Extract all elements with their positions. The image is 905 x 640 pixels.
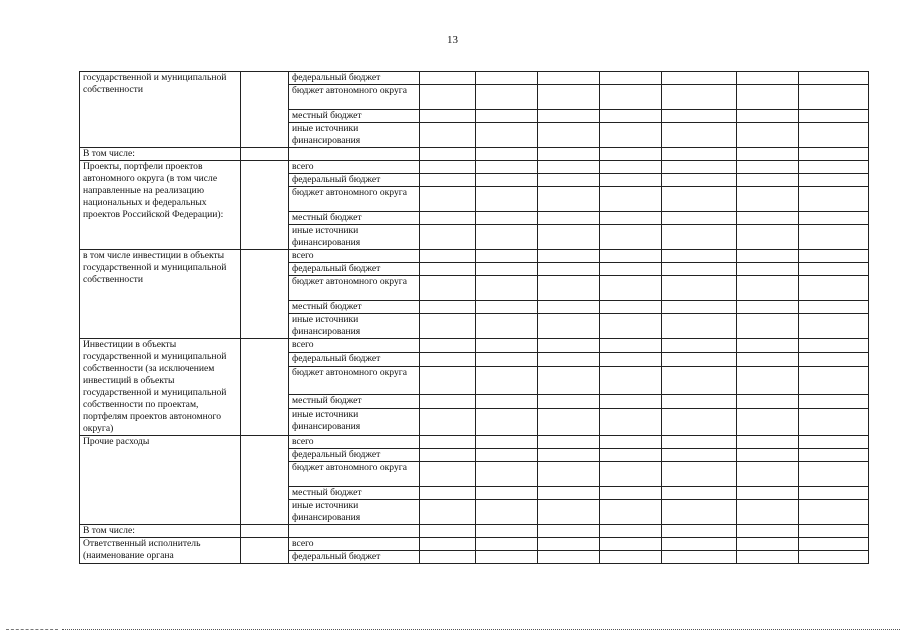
value-cell <box>600 263 662 276</box>
value-cell <box>737 353 799 367</box>
value-cell <box>476 85 538 110</box>
value-cell <box>420 367 476 394</box>
value-cell <box>799 110 869 123</box>
value-cell <box>476 394 538 408</box>
row-group-label: в том числе инвестиции в объекты государственной и муниципальной собственности <box>80 250 241 339</box>
table-row <box>80 161 869 174</box>
value-cell <box>538 174 600 187</box>
value-cell <box>420 487 476 500</box>
value-cell <box>799 212 869 225</box>
funding-source-cell: местный бюджет <box>289 110 420 123</box>
value-cell <box>420 408 476 435</box>
value-cell <box>476 500 538 525</box>
value-cell <box>476 436 538 449</box>
value-cell <box>600 72 662 85</box>
value-cell <box>600 123 662 148</box>
value-cell <box>600 187 662 212</box>
value-cell <box>600 225 662 250</box>
value-cell <box>600 462 662 487</box>
value-cell <box>662 353 737 367</box>
value-cell <box>600 250 662 263</box>
value-cell <box>538 85 600 110</box>
value-cell <box>600 551 662 564</box>
value-cell <box>799 276 869 301</box>
funding-source-cell: всего <box>289 161 420 174</box>
value-cell <box>600 353 662 367</box>
funding-source-cell: бюджет автономного округа <box>289 462 420 487</box>
value-cell <box>420 85 476 110</box>
value-cell <box>476 449 538 462</box>
value-cell <box>538 436 600 449</box>
value-cell <box>737 314 799 339</box>
value-cell <box>420 187 476 212</box>
value-cell <box>538 500 600 525</box>
value-cell <box>476 301 538 314</box>
value-cell <box>662 525 737 538</box>
value-cell <box>420 148 476 161</box>
value-cell <box>420 276 476 301</box>
table-row <box>80 436 869 449</box>
value-cell <box>799 301 869 314</box>
value-cell <box>600 487 662 500</box>
value-cell <box>538 263 600 276</box>
value-cell <box>662 408 737 435</box>
value-cell <box>420 250 476 263</box>
value-cell <box>799 500 869 525</box>
value-cell <box>600 301 662 314</box>
value-cell <box>538 161 600 174</box>
row-group-label: государственной и муниципальной собственности <box>80 72 241 148</box>
table-row <box>80 525 869 538</box>
value-cell <box>737 174 799 187</box>
value-cell <box>538 408 600 435</box>
value-cell <box>662 314 737 339</box>
value-cell <box>600 367 662 394</box>
value-cell <box>799 525 869 538</box>
value-cell <box>476 276 538 301</box>
funding-source-cell: всего <box>289 436 420 449</box>
value-cell <box>662 487 737 500</box>
value-cell <box>737 72 799 85</box>
value-cell <box>799 353 869 367</box>
funding-source-cell: иные источники финансирования <box>289 408 420 435</box>
value-cell <box>600 525 662 538</box>
value-cell <box>662 148 737 161</box>
value-cell <box>737 394 799 408</box>
funding-source-cell: всего <box>289 538 420 551</box>
value-cell <box>600 436 662 449</box>
value-cell <box>799 187 869 212</box>
funding-source-cell: бюджет автономного округа <box>289 85 420 110</box>
value-cell <box>476 263 538 276</box>
value-cell <box>799 487 869 500</box>
empty-cell <box>241 525 289 538</box>
funding-source-cell: местный бюджет <box>289 301 420 314</box>
value-cell <box>476 525 538 538</box>
value-cell <box>476 408 538 435</box>
funding-source-cell: иные источники финансирования <box>289 500 420 525</box>
value-cell <box>662 394 737 408</box>
value-cell <box>600 174 662 187</box>
funding-source-cell: местный бюджет <box>289 487 420 500</box>
value-cell <box>799 551 869 564</box>
value-cell <box>662 85 737 110</box>
value-cell <box>476 161 538 174</box>
value-cell <box>538 314 600 339</box>
value-cell <box>737 436 799 449</box>
empty-cell <box>241 148 289 161</box>
value-cell <box>737 462 799 487</box>
value-cell <box>600 161 662 174</box>
value-cell <box>538 225 600 250</box>
value-cell <box>420 225 476 250</box>
value-cell <box>737 449 799 462</box>
value-cell <box>476 123 538 148</box>
value-cell <box>737 538 799 551</box>
value-cell <box>600 339 662 353</box>
value-cell <box>476 250 538 263</box>
funding-source-cell: всего <box>289 250 420 263</box>
value-cell <box>538 148 600 161</box>
funding-source-cell: иные источники финансирования <box>289 314 420 339</box>
value-cell <box>600 276 662 301</box>
value-cell <box>538 487 600 500</box>
value-cell <box>476 487 538 500</box>
value-cell <box>799 314 869 339</box>
funding-source-cell: федеральный бюджет <box>289 449 420 462</box>
value-cell <box>662 500 737 525</box>
value-cell <box>799 408 869 435</box>
row-group-label: Проекты, портфели проектов автономного округа (в том числе направленные на реализацию национальных и федеральных проектов Российской Федерации): <box>80 161 241 250</box>
row-group-label: Прочие расходы <box>80 436 241 525</box>
empty-cell <box>241 339 289 436</box>
table-row <box>80 250 869 263</box>
value-cell <box>662 538 737 551</box>
value-cell <box>799 436 869 449</box>
value-cell <box>662 110 737 123</box>
row-group-label: В том числе: <box>80 525 241 538</box>
value-cell <box>799 538 869 551</box>
value-cell <box>662 462 737 487</box>
value-cell <box>420 72 476 85</box>
footer-rule-left <box>6 629 58 630</box>
funding-source-cell: федеральный бюджет <box>289 72 420 85</box>
empty-cell <box>241 538 289 564</box>
value-cell <box>476 174 538 187</box>
value-cell <box>476 462 538 487</box>
value-cell <box>799 161 869 174</box>
value-cell <box>420 301 476 314</box>
value-cell <box>799 148 869 161</box>
value-cell <box>420 353 476 367</box>
value-cell <box>476 551 538 564</box>
funding-source-cell: иные источники финансирования <box>289 225 420 250</box>
value-cell <box>799 123 869 148</box>
value-cell <box>538 187 600 212</box>
empty-cell <box>241 250 289 339</box>
value-cell <box>662 276 737 301</box>
empty-cell <box>241 436 289 525</box>
value-cell <box>737 161 799 174</box>
funding-source-cell <box>289 148 420 161</box>
value-cell <box>420 394 476 408</box>
value-cell <box>799 449 869 462</box>
value-cell <box>476 72 538 85</box>
row-group-label: Инвестиции в объекты государственной и муниципальной собственности (за исключением инвестиций в объекты государственной и муниципальной собственности по проектам, портфелям проектов автономного округа) <box>80 339 241 436</box>
value-cell <box>737 110 799 123</box>
value-cell <box>476 187 538 212</box>
value-cell <box>600 148 662 161</box>
value-cell <box>662 339 737 353</box>
value-cell <box>538 72 600 85</box>
value-cell <box>420 263 476 276</box>
value-cell <box>420 123 476 148</box>
funding-source-cell: местный бюджет <box>289 212 420 225</box>
value-cell <box>420 110 476 123</box>
value-cell <box>737 551 799 564</box>
value-cell <box>476 339 538 353</box>
value-cell <box>420 339 476 353</box>
budget-table <box>79 71 869 564</box>
value-cell <box>538 367 600 394</box>
value-cell <box>799 367 869 394</box>
value-cell <box>538 525 600 538</box>
value-cell <box>420 314 476 339</box>
value-cell <box>538 339 600 353</box>
value-cell <box>420 174 476 187</box>
value-cell <box>600 408 662 435</box>
funding-source-cell: бюджет автономного округа <box>289 276 420 301</box>
value-cell <box>737 187 799 212</box>
funding-source-cell: иные источники финансирования <box>289 123 420 148</box>
value-cell <box>476 110 538 123</box>
value-cell <box>476 314 538 339</box>
value-cell <box>538 462 600 487</box>
funding-source-cell <box>289 525 420 538</box>
value-cell <box>538 212 600 225</box>
funding-source-cell: федеральный бюджет <box>289 353 420 367</box>
funding-source-cell: федеральный бюджет <box>289 263 420 276</box>
value-cell <box>600 538 662 551</box>
value-cell <box>420 551 476 564</box>
value-cell <box>476 367 538 394</box>
value-cell <box>600 500 662 525</box>
value-cell <box>662 225 737 250</box>
value-cell <box>737 250 799 263</box>
value-cell <box>420 525 476 538</box>
value-cell <box>420 538 476 551</box>
value-cell <box>737 276 799 301</box>
value-cell <box>538 538 600 551</box>
table-row <box>80 339 869 353</box>
value-cell <box>662 123 737 148</box>
value-cell <box>420 161 476 174</box>
value-cell <box>662 263 737 276</box>
funding-source-cell: бюджет автономного округа <box>289 367 420 394</box>
page-number: 13 <box>447 34 458 46</box>
value-cell <box>662 72 737 85</box>
table-row <box>80 538 869 551</box>
value-cell <box>538 301 600 314</box>
value-cell <box>476 225 538 250</box>
value-cell <box>420 500 476 525</box>
value-cell <box>737 148 799 161</box>
value-cell <box>538 110 600 123</box>
footer-rule <box>62 629 900 630</box>
funding-source-cell: всего <box>289 339 420 353</box>
value-cell <box>737 367 799 394</box>
value-cell <box>662 250 737 263</box>
value-cell <box>737 525 799 538</box>
value-cell <box>799 72 869 85</box>
value-cell <box>538 394 600 408</box>
value-cell <box>799 250 869 263</box>
value-cell <box>538 276 600 301</box>
value-cell <box>538 353 600 367</box>
value-cell <box>737 263 799 276</box>
empty-cell <box>241 72 289 148</box>
value-cell <box>600 394 662 408</box>
value-cell <box>662 367 737 394</box>
value-cell <box>420 436 476 449</box>
value-cell <box>662 551 737 564</box>
funding-source-cell: местный бюджет <box>289 394 420 408</box>
value-cell <box>538 551 600 564</box>
value-cell <box>538 250 600 263</box>
value-cell <box>476 538 538 551</box>
value-cell <box>538 449 600 462</box>
value-cell <box>737 85 799 110</box>
table-row <box>80 72 869 85</box>
value-cell <box>737 301 799 314</box>
value-cell <box>737 500 799 525</box>
value-cell <box>476 212 538 225</box>
funding-source-cell: федеральный бюджет <box>289 174 420 187</box>
value-cell <box>476 353 538 367</box>
value-cell <box>538 123 600 148</box>
funding-source-cell: федеральный бюджет <box>289 551 420 564</box>
value-cell <box>799 394 869 408</box>
value-cell <box>600 110 662 123</box>
value-cell <box>737 225 799 250</box>
value-cell <box>600 314 662 339</box>
row-group-label: В том числе: <box>80 148 241 161</box>
value-cell <box>737 339 799 353</box>
value-cell <box>799 174 869 187</box>
empty-cell <box>241 161 289 250</box>
value-cell <box>799 462 869 487</box>
value-cell <box>420 449 476 462</box>
value-cell <box>600 449 662 462</box>
value-cell <box>662 436 737 449</box>
value-cell <box>799 263 869 276</box>
value-cell <box>799 85 869 110</box>
value-cell <box>799 339 869 353</box>
value-cell <box>662 161 737 174</box>
funding-source-cell: бюджет автономного округа <box>289 187 420 212</box>
value-cell <box>420 462 476 487</box>
row-group-label: Ответственный исполнитель (наименование органа <box>80 538 241 564</box>
value-cell <box>662 174 737 187</box>
value-cell <box>662 301 737 314</box>
value-cell <box>799 225 869 250</box>
value-cell <box>662 187 737 212</box>
value-cell <box>737 487 799 500</box>
value-cell <box>737 123 799 148</box>
value-cell <box>662 449 737 462</box>
value-cell <box>476 148 538 161</box>
value-cell <box>737 408 799 435</box>
value-cell <box>662 212 737 225</box>
value-cell <box>600 212 662 225</box>
value-cell <box>600 85 662 110</box>
table-row <box>80 148 869 161</box>
value-cell <box>737 212 799 225</box>
value-cell <box>420 212 476 225</box>
